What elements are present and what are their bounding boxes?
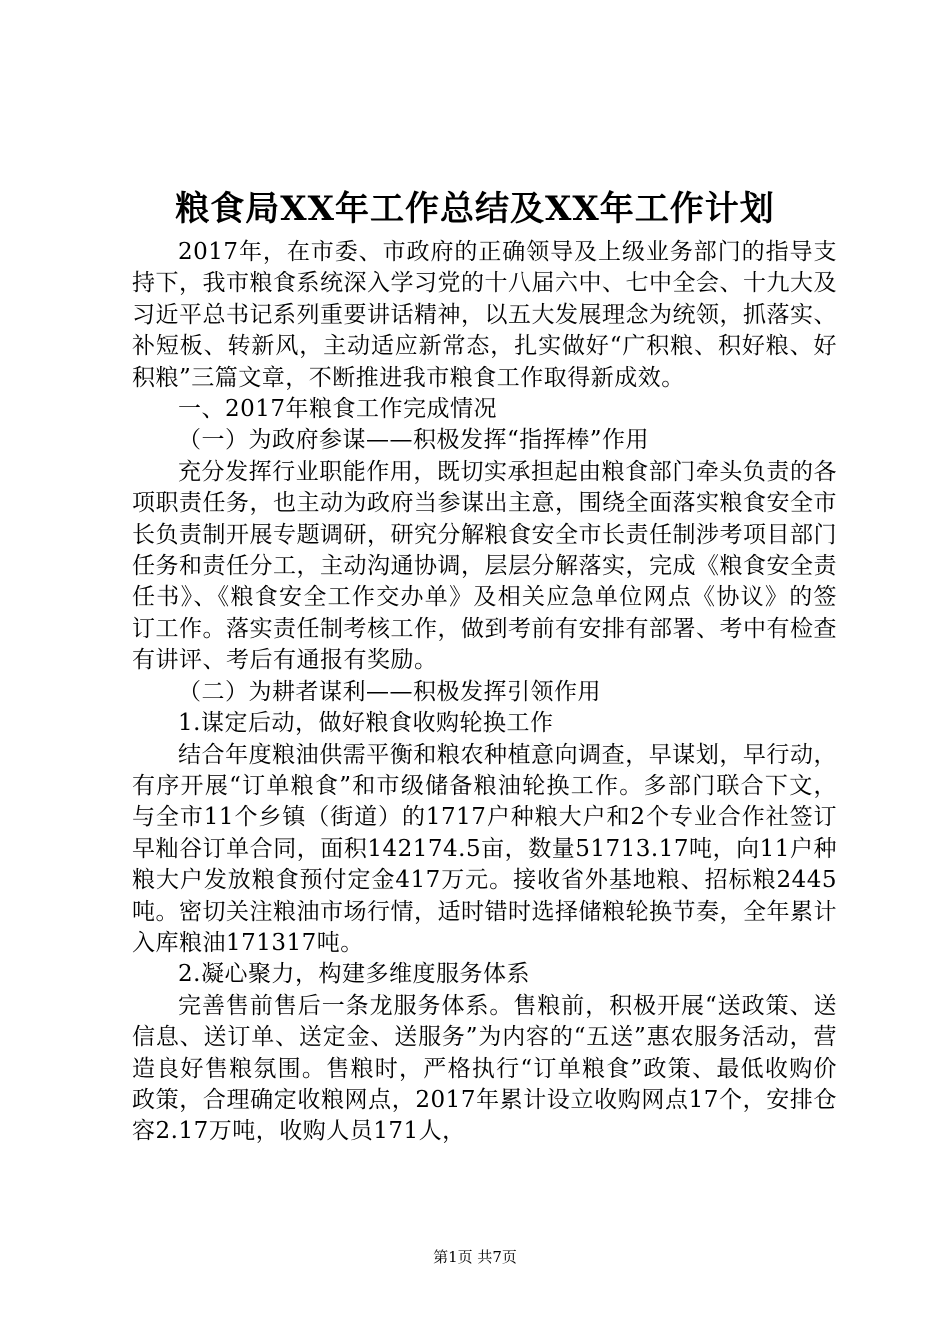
paragraph-intro: 2017年，在市委、市政府的正确领导及上级业务部门的指导支持下，我市粮食系统深入学习党的十八届六中、七中全会、十九大及习近平总书记系列重要讲话精神，以五大发展理念为统领，抓落实、补短板、转新风，主动适应新常态，扎实做好“广积粮、积好粮、好积粮”三篇文章，不断推进我市粮食工作取得新成效。 xyxy=(132,239,837,391)
item-heading-1: 1.谋定后动，做好粮食收购轮换工作 xyxy=(178,710,554,737)
subsection-heading-1: （一）为政府参谋——积极发挥“指挥棒”作用 xyxy=(178,427,650,454)
section-heading-1: 一、2017年粮食工作完成情况 xyxy=(178,396,498,423)
subsection-heading-2: （二）为耕者谋利——积极发挥引领作用 xyxy=(178,678,601,705)
document-body xyxy=(132,237,837,1148)
paragraph-government-advisory: 充分发挥行业职能作用，既切实承担起由粮食部门牵头负责的各项职责任务，也主动为政府当参谋出主意，围绕全面落实粮食安全市长负责制开展专题调研，研究分解粮食安全市长责任制涉考项目部门任务和责任分工，主动沟通协调，层层分解落实，完成《粮食安全责任书》、《粮食安全工作交办单》及相关应急单位网点《协议》的签订工作。落实责任制考核工作，做到考前有安排有部署、考中有检查有讲评、考后有通报有奖励。 xyxy=(132,458,837,674)
paragraph-grain-purchase: 结合年度粮油供需平衡和粮农种植意向调查，早谋划，早行动，有序开展“订单粮食”和市级储备粮油轮换工作。多部门联合下文，与全市11个乡镇（街道）的1717户种粮大户和2个专业合作社签订早籼谷订单合同，面积142174.5亩，数量51713.17吨，向11户种粮大户发放粮食预付定金417万元。接收省外基地粮、招标粮2445吨。密切关注粮油市场行情，适时错时选择储粮轮换节奏，全年累计入库粮油171317吨。 xyxy=(132,741,837,956)
item-heading-2: 2.凝心聚力，构建多维度服务体系 xyxy=(178,961,530,988)
paragraph-service-system: 完善售前售后一条龙服务体系。售粮前，积极开展“送政策、送信息、送订单、送定金、送服务”为内容的“五送”惠农服务活动，营造良好售粮氛围。售粮时，严格执行“订单粮食”政策、最低收购价政策，合理确定收粮网点，2017年累计设立收购网点17个，安排仓容2.17万吨，收购人员171人， xyxy=(132,992,837,1145)
page-footer: 第1页 共7页 xyxy=(433,1248,517,1266)
document-title: 粮食局XX年工作总结及XX年工作计划 xyxy=(175,189,775,229)
